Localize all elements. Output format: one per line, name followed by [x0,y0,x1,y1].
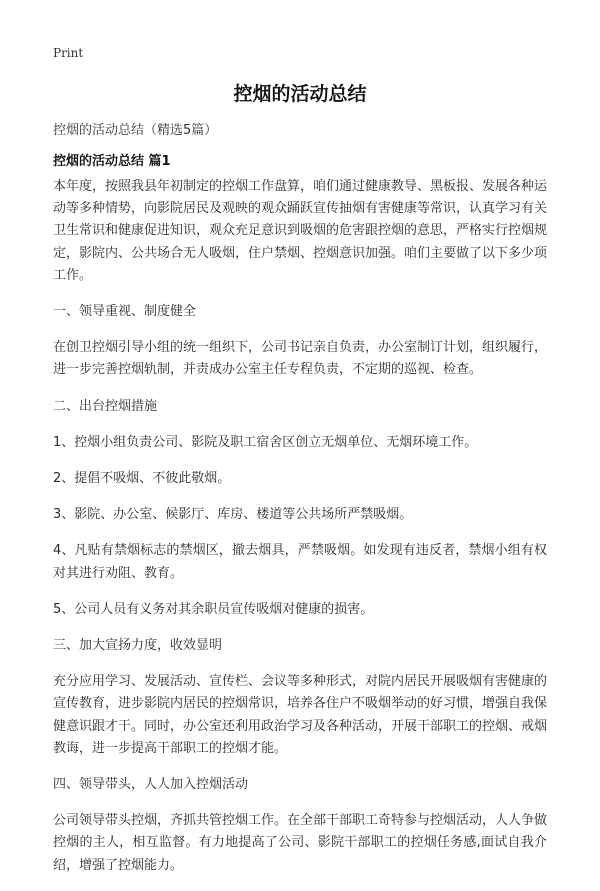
measure-item-1: 1、控烟小组负责公司、影院及职工宿舍区创立无烟单位、无烟环境工作。 [53,434,478,450]
heading-leadership: 一、领导重视、制度健全 [53,304,197,320]
measure-item-4: 4、凡贴有禁烟标志的禁烟区，撤去烟具，严禁吸烟。如发现有违反者，禁烟小组有权对其进行劝阻、教育。 [53,543,547,581]
print-link[interactable]: Print [53,46,84,60]
heading-participation: 四、领导带头，人人加入控烟活动 [53,777,249,793]
measure-item-5: 5、公司人员有义务对其余职员宣传吸烟对健康的损害。 [53,601,374,617]
document-subtitle: 控烟的活动总结（精选5篇） [53,123,218,138]
measure-item-3: 3、影院、办公室、候影厅、库房、楼道等公共场所严禁吸烟。 [53,507,413,523]
intro-paragraph: 本年度，按照我县年初制定的控烟工作盘算，咱们通过健康教导、黑板报、发展各种运动等多种情势，向影院居民及观映的观众踊跃宣传抽烟有害健康等常识，认真学习有关卫生常识和健康促进知识，观众充足意识到吸烟的危害跟控烟的意思，严格实行控烟规定，影院内、公共场合无人吸烟，住户禁烟、控烟意识加强。咱们主要做了以下多少项工作。 [53,179,548,283]
paragraph-participation: 公司领导带头控烟，齐抓共管控烟工作。在全部干部职工奇特参与控烟活动，人人争做控烟的主人，相互监督。有力地提高了公司、影院干部职工的控烟任务感,面试自我介绍，增强了控烟能力。 [53,813,548,873]
paragraph-publicity: 充分应用学习、发展活动、宣传栏、会议等多种形式，对院内居民开展吸烟有害健康的宣传教育，进步影院内居民的控烟常识，培养各住户不吸烟举动的好习惯，增强自我保健意识跟才干。同时，办公室还利用政治学习及各种活动，开展干部职工的控烟、戒烟教诲，进一步提高干部职工的控烟才能。 [53,674,548,756]
document-body [53,176,547,891]
paragraph-leadership: 在创卫控烟引导小组的统一组织下，公司书记亲自负责，办公室制订计划，组织履行，进一步完善控烟轨制，并责成办公室主任专程负责，不定期的巡视、检查。 [53,340,548,378]
heading-publicity: 三、加大宣扬力度，收效显明 [53,638,223,654]
heading-measures: 二、出台控烟措施 [53,398,158,414]
page-title: 控烟的活动总结 [233,83,367,105]
measure-item-2: 2、提倡不吸烟、不彼此敬烟。 [53,471,231,487]
section-title: 控烟的活动总结 篇1 [53,154,171,169]
